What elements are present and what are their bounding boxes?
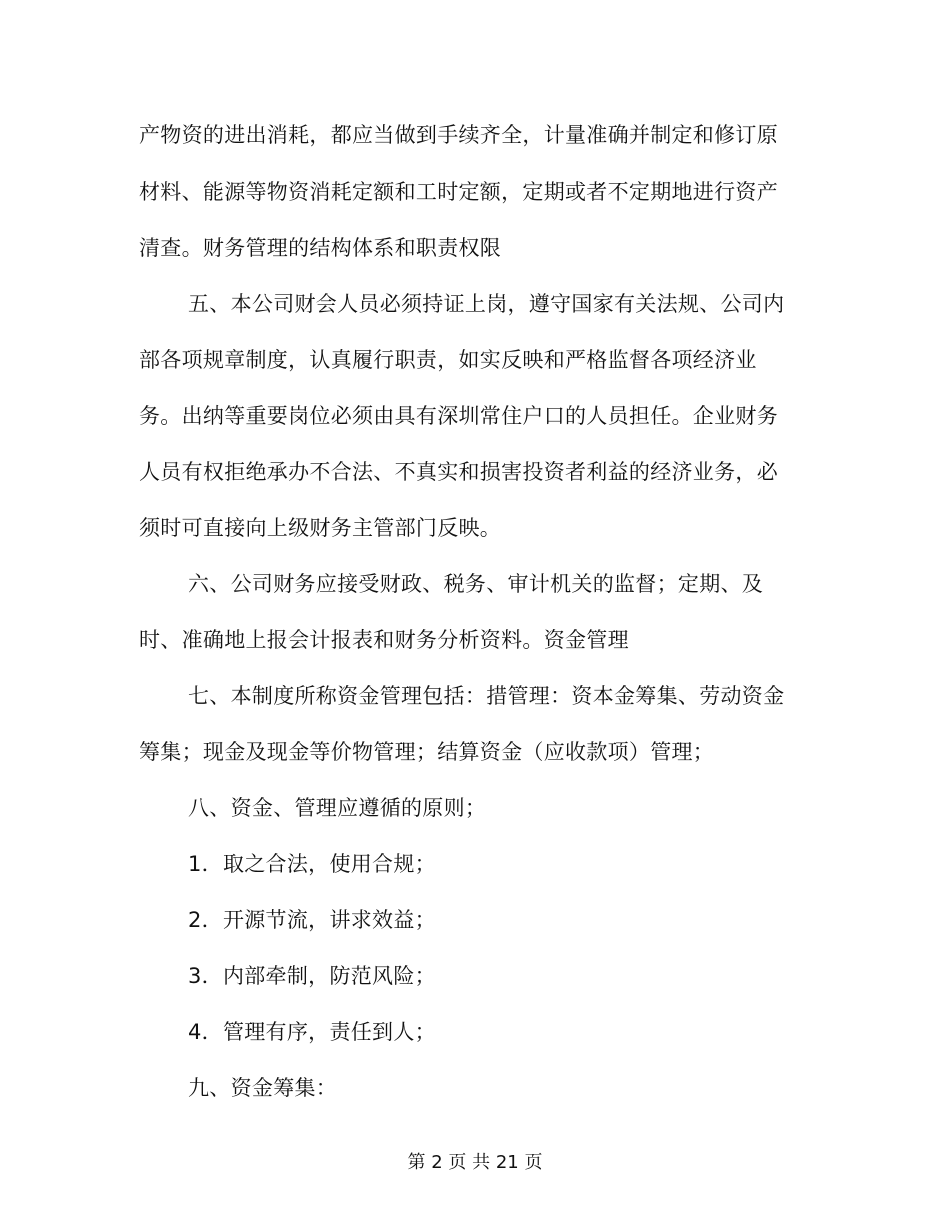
text-line: 时、准确地上报会计报表和财务分析资料。资金管理 (139, 628, 629, 652)
page-number-footer: 第 2 页 共 21 页 (407, 1152, 543, 1173)
text-line: 八、资金、管理应遵循的原则； (188, 796, 487, 820)
text-line: 七、本制度所称资金管理包括：措管理：资本金筹集、劳动资金 (188, 684, 785, 708)
text-line: 筹集；现金及现金等价物管理；结算资金（应收款项）管理； (139, 740, 715, 764)
text-line: 4．管理有序，责任到人； (188, 1020, 436, 1044)
text-line: 材料、能源等物资消耗定额和工时定额，定期或者不定期地进行资产 (139, 180, 778, 204)
text-line: 3．内部牵制，防范风险； (188, 964, 436, 988)
text-line: 六、公司财务应接受财政、税务、审计机关的监督；定期、及 (188, 572, 764, 596)
text-line: 五、本公司财会人员必须持证上岗，遵守国家有关法规、公司内 (188, 292, 785, 316)
text-line: 须时可直接向上级财务主管部门反映。 (139, 516, 502, 540)
text-line: 务。出纳等重要岗位必须由具有深圳常住户口的人员担任。企业财务 (139, 404, 778, 428)
text-line: 部各项规章制度，认真履行职责，如实反映和严格监督各项经济业 (139, 348, 757, 372)
text-line: 产物资的进出消耗，都应当做到手续齐全，计量准确并制定和修订原 (139, 123, 778, 147)
text-line: 人员有权拒绝承办不合法、不真实和损害投资者利益的经济业务，必 (139, 460, 778, 484)
text-line: 清查。财务管理的结构体系和职责权限 (139, 236, 502, 260)
text-line: 九、资金筹集： (188, 1076, 338, 1100)
text-line: 2．开源节流，讲求效益； (188, 908, 436, 932)
text-line: 1．取之合法，使用合规； (188, 852, 436, 876)
